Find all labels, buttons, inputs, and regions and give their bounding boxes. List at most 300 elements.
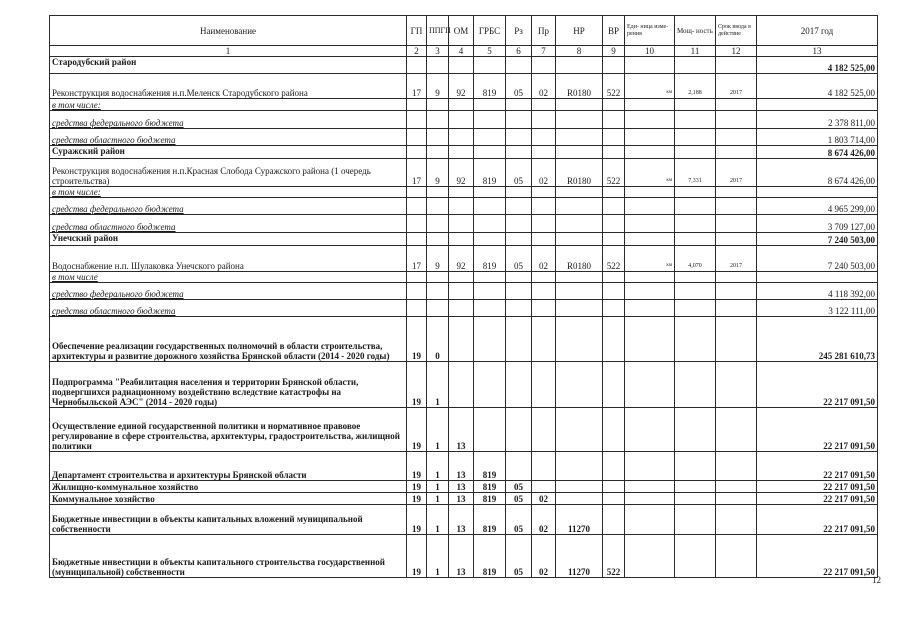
cell-name: Подпрограмма "Реабилитация населения и территории Брянской области, подвергшихся радиационному воздействию вследствие катастрофы на Чернобыльской АЭС" (2014 - 2020 годы) [50,362,407,408]
cell-pr [532,408,556,452]
cell-ppgp [427,283,449,300]
cell-om [449,146,474,159]
cell-name: Унечский район [50,233,407,246]
cell-amount: 4 965 299,00 [757,198,878,215]
cell-name: средство федерального бюджета [50,283,407,300]
cell-om [449,187,474,198]
cell-grbs: 819 [474,74,506,99]
cell-grbs [474,99,506,111]
cell-pr [532,146,556,159]
cell-deadline [716,99,757,111]
cell-om: 92 [449,159,474,187]
cell-nr [556,408,603,452]
cell-rz [506,300,532,317]
cell-rz [506,99,532,111]
cell-om [449,317,474,362]
cell-name: средства федерального бюджета [50,111,407,129]
cell-name: в том числе [50,272,407,283]
cell-pr [532,362,556,408]
cell-amount: 2 378 811,00 [757,111,878,129]
cell-om [449,272,474,283]
cell-power [675,272,716,283]
cell-name: Суражский район [50,146,407,159]
cell-unit [625,272,675,283]
cell-nr: R0180 [556,159,603,187]
cell-rz: 05 [506,159,532,187]
cell-rz [506,146,532,159]
cell-unit [625,362,675,408]
cell-unit [625,283,675,300]
cell-nr [556,215,603,233]
cell-gp: 19 [407,493,427,505]
cell-unit [625,198,675,215]
header-name: Наименование [50,16,407,46]
cell-rz: 05 [506,505,532,535]
cell-name: Стародубский район [50,57,407,74]
cell-power [675,111,716,129]
cell-deadline: 2017 [716,246,757,272]
cell-power [675,408,716,452]
header-year: 2017 год [757,16,878,46]
header-pr: Пр [532,16,556,46]
cell-name: Департамент строительства и архитектуры Брянской области [50,452,407,481]
table-row [50,452,878,481]
cell-power: 4,070 [675,246,716,272]
header-deadline: Срок ввода в действие [716,16,757,46]
cell-name: Осуществление единой государственной политики и нормативное правовое регулирование в сфере строительства, архитектуры, градостроительства, жилищной политики [50,408,407,452]
cell-vr: 522 [603,159,625,187]
cell-pr [532,99,556,111]
cell-unit [625,481,675,493]
cell-ppgp: 1 [427,452,449,481]
cell-vr: 522 [603,535,625,578]
cell-amount: 22 217 091,50 [757,362,878,408]
cell-power [675,362,716,408]
cell-ppgp [427,300,449,317]
cell-deadline [716,408,757,452]
cell-deadline: 2017 [716,159,757,187]
cell-deadline [716,129,757,146]
cell-amount: 22 217 091,50 [757,481,878,493]
cell-ppgp: 1 [427,481,449,493]
cell-deadline [716,452,757,481]
cell-deadline [716,283,757,300]
cell-pr [532,111,556,129]
column-number: 5 [474,46,506,57]
cell-om [449,233,474,246]
table-row [50,362,878,408]
cell-pr [532,198,556,215]
cell-power [675,215,716,233]
cell-deadline [716,111,757,129]
cell-grbs [474,408,506,452]
cell-ppgp: 1 [427,408,449,452]
cell-pr [532,481,556,493]
cell-rz: 05 [506,246,532,272]
cell-vr [603,505,625,535]
cell-ppgp [427,111,449,129]
cell-om [449,111,474,129]
cell-power: 2,188 [675,74,716,99]
cell-deadline [716,146,757,159]
cell-deadline [716,215,757,233]
table-row [50,57,878,74]
cell-deadline [716,233,757,246]
cell-amount: 4 182 525,00 [757,74,878,99]
cell-om: 13 [449,493,474,505]
cell-nr: 11270 [556,505,603,535]
cell-unit: км [625,159,675,187]
cell-nr [556,452,603,481]
cell-nr [556,111,603,129]
cell-ppgp: 9 [427,159,449,187]
cell-gp: 19 [407,505,427,535]
cell-rz: 05 [506,74,532,99]
cell-gp [407,272,427,283]
cell-ppgp: 0 [427,317,449,362]
cell-rz: 05 [506,493,532,505]
cell-rz [506,362,532,408]
table-row [50,481,878,493]
cell-ppgp: 1 [427,505,449,535]
cell-ppgp [427,57,449,74]
cell-grbs [474,215,506,233]
header-vr: ВР [603,16,625,46]
cell-unit [625,99,675,111]
cell-grbs: 819 [474,535,506,578]
cell-rz: 05 [506,535,532,578]
header-nr: НР [556,16,603,46]
column-number: 12 [716,46,757,57]
cell-rz [506,111,532,129]
cell-grbs: 819 [474,505,506,535]
cell-nr: R0180 [556,246,603,272]
column-number-row [50,46,878,57]
column-number: 4 [449,46,474,57]
cell-gp: 19 [407,317,427,362]
cell-grbs [474,111,506,129]
cell-vr [603,129,625,146]
cell-vr [603,362,625,408]
table-row [50,99,878,111]
cell-gp [407,300,427,317]
cell-om: 13 [449,535,474,578]
cell-grbs: 819 [474,481,506,493]
cell-deadline [716,493,757,505]
cell-pr [532,57,556,74]
cell-gp [407,146,427,159]
cell-rz [506,272,532,283]
cell-grbs [474,198,506,215]
cell-unit: км [625,246,675,272]
cell-rz [506,129,532,146]
header-power: Мощ- ность [675,16,716,46]
cell-vr [603,317,625,362]
cell-om [449,300,474,317]
cell-grbs [474,146,506,159]
cell-deadline [716,300,757,317]
cell-om [449,99,474,111]
cell-name: средства областного бюджета [50,215,407,233]
cell-ppgp: 9 [427,246,449,272]
cell-gp [407,57,427,74]
cell-gp [407,215,427,233]
cell-amount [757,272,878,283]
cell-name: средства областного бюджета [50,129,407,146]
cell-grbs [474,283,506,300]
column-number: 13 [757,46,878,57]
cell-ppgp [427,215,449,233]
cell-nr [556,187,603,198]
column-number: 2 [407,46,427,57]
table-row [50,111,878,129]
column-number: 1 [50,46,407,57]
cell-power [675,452,716,481]
cell-om: 13 [449,505,474,535]
cell-deadline [716,535,757,578]
cell-pr [532,283,556,300]
cell-vr [603,57,625,74]
cell-om [449,215,474,233]
header-om: ОМ [449,16,474,46]
cell-amount: 3 122 111,00 [757,300,878,317]
table-row [50,233,878,246]
cell-ppgp: 1 [427,362,449,408]
cell-gp: 19 [407,452,427,481]
cell-grbs [474,129,506,146]
cell-ppgp: 1 [427,535,449,578]
cell-gp [407,198,427,215]
cell-deadline [716,198,757,215]
cell-amount: 1 803 714,00 [757,129,878,146]
cell-om [449,129,474,146]
cell-om: 92 [449,74,474,99]
table-row [50,159,878,187]
cell-vr [603,452,625,481]
cell-amount [757,99,878,111]
cell-power [675,535,716,578]
cell-amount: 22 217 091,50 [757,408,878,452]
cell-vr [603,283,625,300]
cell-name: в том числе: [50,187,407,198]
cell-ppgp: 1 [427,493,449,505]
cell-om [449,57,474,74]
cell-grbs [474,317,506,362]
cell-amount: 4 182 525,00 [757,57,878,74]
cell-name: средства федерального бюджета [50,198,407,215]
cell-unit [625,493,675,505]
cell-power [675,99,716,111]
cell-rz [506,283,532,300]
cell-rz [506,187,532,198]
cell-vr [603,300,625,317]
cell-deadline [716,317,757,362]
cell-unit [625,317,675,362]
cell-vr [603,493,625,505]
cell-grbs: 819 [474,493,506,505]
cell-vr [603,187,625,198]
cell-nr [556,129,603,146]
cell-om: 92 [449,246,474,272]
table-row [50,129,878,146]
table-row [50,187,878,198]
cell-vr [603,111,625,129]
table-row [50,535,878,578]
header-rz: Рз [506,16,532,46]
cell-nr [556,493,603,505]
cell-nr [556,481,603,493]
cell-gp: 19 [407,535,427,578]
cell-ppgp [427,198,449,215]
cell-name: в том числе: [50,99,407,111]
cell-vr [603,198,625,215]
cell-unit [625,535,675,578]
cell-nr [556,272,603,283]
cell-name: Жилищно-коммунальное хозяйство [50,481,407,493]
table-row [50,493,878,505]
cell-power [675,146,716,159]
cell-unit [625,452,675,481]
cell-vr [603,233,625,246]
column-number: 7 [532,46,556,57]
cell-pr [532,129,556,146]
table-row [50,272,878,283]
cell-pr [532,187,556,198]
cell-unit [625,505,675,535]
cell-pr: 02 [532,246,556,272]
cell-amount: 245 281 610,73 [757,317,878,362]
cell-nr [556,300,603,317]
cell-grbs [474,187,506,198]
cell-unit: км [625,74,675,99]
cell-nr [556,198,603,215]
cell-amount: 7 240 503,00 [757,233,878,246]
table-row [50,505,878,535]
table-row [50,408,878,452]
column-number: 10 [625,46,675,57]
cell-pr [532,233,556,246]
cell-gp: 19 [407,362,427,408]
cell-grbs [474,362,506,408]
cell-nr [556,146,603,159]
cell-unit [625,215,675,233]
cell-vr: 522 [603,74,625,99]
cell-unit [625,129,675,146]
cell-unit [625,111,675,129]
cell-power [675,300,716,317]
cell-amount: 7 240 503,00 [757,246,878,272]
cell-name: Обеспечение реализации государственных полномочий в области строительства, архитектуры и развитие дорожного хозяйства Брянской области (2014 - 2020 годы) [50,317,407,362]
cell-name: Бюджетные инвестиции в объекты капитальных вложений муниципальной собственности [50,505,407,535]
cell-gp: 17 [407,159,427,187]
cell-rz [506,215,532,233]
cell-pr [532,272,556,283]
table-row [50,74,878,99]
cell-gp: 19 [407,481,427,493]
cell-pr: 02 [532,159,556,187]
cell-gp [407,129,427,146]
cell-pr: 02 [532,493,556,505]
table-row [50,246,878,272]
cell-gp [407,99,427,111]
cell-vr [603,408,625,452]
cell-om: 13 [449,481,474,493]
cell-amount [757,187,878,198]
cell-amount: 22 217 091,50 [757,535,878,578]
cell-power [675,198,716,215]
cell-amount: 22 217 091,50 [757,505,878,535]
cell-name: Реконструкция водоснабжения н.п.Меленск Стародубского района [50,74,407,99]
cell-om [449,198,474,215]
cell-vr [603,146,625,159]
cell-vr [603,481,625,493]
cell-amount: 4 118 392,00 [757,283,878,300]
column-number: 3 [427,46,449,57]
cell-nr [556,362,603,408]
cell-name: Бюджетные инвестиции в объекты капитального строительства государственной (муниципальной) собственности [50,535,407,578]
cell-pr: 02 [532,535,556,578]
cell-pr [532,317,556,362]
cell-vr [603,99,625,111]
header-unit: Еди- ница изме- рения [625,16,675,46]
cell-gp [407,283,427,300]
cell-nr [556,233,603,246]
cell-unit [625,187,675,198]
cell-gp [407,187,427,198]
cell-deadline [716,272,757,283]
cell-ppgp [427,129,449,146]
cell-gp: 17 [407,246,427,272]
cell-rz: 05 [506,481,532,493]
cell-grbs [474,233,506,246]
table-row [50,198,878,215]
cell-pr [532,452,556,481]
cell-deadline [716,57,757,74]
cell-om [449,283,474,300]
cell-amount: 8 674 426,00 [757,159,878,187]
column-number: 9 [603,46,625,57]
cell-pr [532,300,556,317]
cell-amount: 22 217 091,50 [757,493,878,505]
header-gp: ГП [407,16,427,46]
cell-pr: 02 [532,74,556,99]
cell-power [675,233,716,246]
table-header-row [50,16,878,46]
cell-unit [625,300,675,317]
cell-nr [556,283,603,300]
cell-power [675,129,716,146]
budget-table-sheet [49,15,878,578]
page-number: 12 [872,575,881,585]
cell-gp [407,233,427,246]
cell-nr [556,99,603,111]
cell-power [675,317,716,362]
table-row [50,215,878,233]
cell-power [675,57,716,74]
column-number: 6 [506,46,532,57]
cell-vr [603,272,625,283]
cell-nr [556,317,603,362]
cell-ppgp [427,146,449,159]
cell-grbs: 819 [474,159,506,187]
cell-unit [625,146,675,159]
cell-gp: 17 [407,74,427,99]
cell-rz [506,317,532,362]
table-row [50,300,878,317]
cell-rz [506,198,532,215]
cell-ppgp [427,233,449,246]
cell-grbs [474,300,506,317]
